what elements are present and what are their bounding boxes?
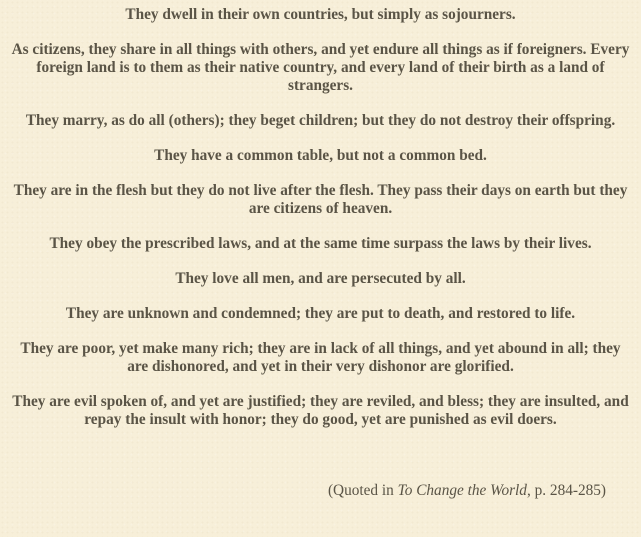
citation-suffix: , p. 284-285) bbox=[526, 482, 606, 499]
quote-paragraph-2: As citizens, they share in all things with others, and yet endure all things as if foreigners. Every foreign land is to them as their native country, and every land of their birth as a land of strangers. bbox=[11, 41, 630, 94]
quote-paragraph-10: They are evil spoken of, and yet are justified; they are reviled, and bless; they are insulted, and repay the insult with honor; they do good, yet are punished as evil doers. bbox=[12, 393, 629, 428]
quote-paragraph-7: They love all men, and are persecuted by all. bbox=[175, 270, 466, 287]
quote-paragraph-5: They are in the flesh but they do not live after the flesh. They pass their days on earth but they are citizens of heaven. bbox=[13, 182, 628, 217]
citation bbox=[328, 482, 606, 500]
quote-paragraph-9: They are poor, yet make many rich; they are in lack of all things, and yet abound in all; they are dishonored, and yet in their very dishonor are glorified. bbox=[20, 340, 621, 375]
quote-paragraph-1: They dwell in their own countries, but simply as sojourners. bbox=[125, 6, 516, 23]
citation-book-title: To Change the World bbox=[397, 482, 527, 499]
quote-paragraph-6: They obey the prescribed laws, and at the same time surpass the laws by their lives. bbox=[49, 235, 592, 252]
quote-paragraph-3: They marry, as do all (others); they beget children; but they do not destroy their offspring. bbox=[25, 112, 616, 129]
citation-prefix: (Quoted in bbox=[327, 482, 398, 499]
quote-paragraph-4: They have a common table, but not a common bed. bbox=[154, 147, 487, 164]
quote-paragraph-8: They are unknown and condemned; they are put to death, and restored to life. bbox=[65, 305, 576, 322]
